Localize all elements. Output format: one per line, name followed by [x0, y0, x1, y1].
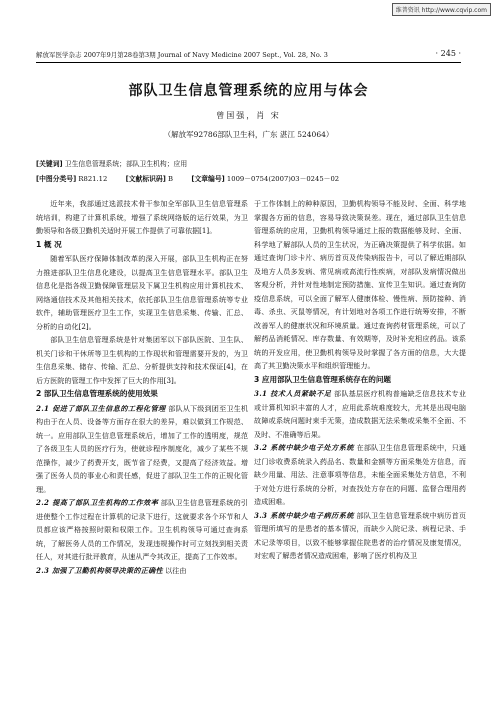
- section-1-heading: 1 概 况: [36, 239, 62, 249]
- watermark-stamp: 维普资讯 http://www.cqvip.com: [392, 3, 491, 16]
- article-no-value: 1009－0754(2007)03－0245－02: [226, 175, 340, 183]
- authors: 曾国强，肖 宋: [216, 111, 281, 120]
- keywords-line: [36, 158, 461, 168]
- subsection-2-1-text: 部队从下级到团至卫生机构由于在人员、设备等方面存在很大的差异，难以做到工作规范、统一。应用部队卫生信息管理系统后，增加了工作的透明度，规范了各级卫生人员的医疗行为，使就诊程序制度化，减少了某些不规范操作，减少了药费开支，既节省了经费，又提高了经济效益。增强了医务人员的事业心和责任感，促进了部队卫生工作的正规化管理。: [36, 403, 248, 494]
- subsection-3-3-text: 部队卫生信息管理系统中病历首页管理所填写的是患者的基本情况，而缺少入院记录、病程记录、手术记录等项目，以致不能够掌握住院患者的治疗情况及康复情况，对宏观了解患者情况造成困难，影响了医疗机构及卫: [254, 510, 466, 560]
- subsection-3-1: [254, 387, 466, 441]
- subsection-3-2-text: 在部队卫生信息管理系统中，只通过门诊收费系统录入药品名、数量和金额等方面采集处方信息，而缺少用量、用法、注意事项等信息，未能全面采集处方信息，不利于对处方进行系统的分析，对查找处方存在的问题、监督合理用药造成困难。: [254, 443, 466, 506]
- subsection-3-1-heading: 3.1 技术人员紧缺不足: [254, 389, 332, 398]
- subsection-2-2: [36, 496, 248, 564]
- subsection-2-1: [36, 402, 248, 497]
- doc-code-label: [文献标识码]: [125, 175, 166, 183]
- left-column: [36, 197, 248, 577]
- right-column: [254, 197, 466, 563]
- section-2-heading: 2 部队卫生信息管理系统的使用效果: [36, 389, 158, 398]
- article-no-label: [文章编号]: [191, 175, 225, 183]
- subsection-3-3-heading: 3.3 系统中缺少电子病历系统: [254, 510, 355, 520]
- section-1-paragraph-1: 随着军队医疗保障体制改革的深入开展，部队卫生机构正在努力推进部队卫生信息化建设，以提高卫生信息管理水平。部队卫生信息化是指各级卫勤保障管理层及下属卫生机构应用计算机技术、网络通信技术及其他相关技术，依托部队卫生信息管理系统等专业软件，辅助管理医疗卫生工作，实现卫生信息采集、传输、汇总、分析的自动化[2]。: [36, 254, 248, 331]
- subsection-3-1-text: 部队基层医疗机构普遍缺乏信息技术专业或计算机知识丰富的人才，应用此系统难度较大，尤其是出现电脑故障或系统问题时束手无策，造成数据无法采集或采集不全面、不及时、不准确等后果。: [254, 389, 466, 439]
- journal-info: 解放军医学杂志 2007年9月第28卷第3期 Journal of Navy Medicine 2007 Sept., Vol. 28, No. 3: [36, 51, 328, 59]
- cls-value: R821.12: [78, 175, 108, 183]
- page-number: · 245 ·: [435, 49, 461, 58]
- keywords-text: 卫生信息管理系统；部队卫生机构；应用: [64, 160, 188, 168]
- subsection-2-2-heading: 2.2 提高了部队卫生机构的工作效率: [36, 498, 159, 507]
- subsection-3-2: [254, 441, 466, 509]
- header-rule: [36, 62, 461, 63]
- subsection-2-3-heading: 2.3 加强了卫勤机构领导决策的正确性: [36, 565, 163, 575]
- cls-label: [中图分类号]: [36, 175, 77, 183]
- intro-paragraph: 近年来，我部通过选派技术骨干参加全军部队卫生信息管理系统培训，构建了计算机系统，增强了系统网络版的运行效果，为卫勤领导和各级卫勤机关适时开展工作提供了可靠依据[1]。: [36, 199, 248, 235]
- section-1-paragraph-2: 部队卫生信息管理系统是针对集团军以下部队医院、卫生队、机关门诊和干休所等卫生机构的工作现状和管理需要开发的，为卫生信息采集、储存、传输、汇总、分析提供支持和技术保证[4]，在后方医院的管理工作中发挥了巨大的作用[3]。: [36, 335, 248, 385]
- subsection-3-3: [254, 509, 466, 563]
- subsection-3-2-heading: 3.2 系统中缺少电子处方系统: [254, 443, 355, 452]
- subsection-2-2-text: 部队卫生信息管理系统的引进使整个工作过程在计算机的记录下进行，这就要求各个环节和人员都应该严格按照时限和权限工作。卫生机构领导可通过查询系统，了解医务人员的工作情况，发现违规操作时可立刻找到相关责任人，对其进行批评教育，从速从严令其改正，提高了工作效率。: [36, 498, 248, 561]
- article-title: 部队卫生信息管理系统的应用与体会: [128, 83, 369, 99]
- doc-code-value: B: [168, 175, 173, 183]
- running-head: [36, 50, 461, 59]
- keywords-label: [关键词]: [36, 160, 63, 168]
- classification-line: [36, 173, 461, 183]
- continued-paragraph: 于工作体制上的种种原因，卫勤机构领导不能及时、全面、科学地掌握各方面的信息，容易导致决策误差。现在，通过部队卫生信息管理系统的应用，卫勤机构领导通过上报的数据能够及时、全面、科学地了解部队人员的卫生状况，为正确决策提供了科学依据。如通过查询门诊卡片、病历首页及传染病报告卡，可以了解近期部队及地方人员多发病、常见病或高流行性疾病，对部队发病情况做出客观分析，并针对性地制定预防措施、宣传卫生知识。通过查询防疫信息系统，可以全面了解军人健康体检、慢性病、预防接种、消毒、杀虫、灭鼠等情况，有计划地对各项工作进行统筹安排，不断改善军人的健康状况和环境质量。通过查询药材管理系统，可以了解药品消耗情况、库存数量、有效期等，及时补充相应药品。该系统的开发应用，使卫勤机构领导及时掌握了各方面的信息，大大提高了其卫勤决策水平和组织管理能力。: [254, 199, 466, 370]
- subsection-2-1-heading: 2.1 促进了部队卫生信息的工程化管理: [36, 403, 166, 413]
- affiliation: （解放军92786部队卫生科，广东 湛江 524064）: [163, 130, 334, 139]
- section-3-heading: 3 应用部队卫生信息管理系统存在的问题: [254, 374, 392, 384]
- subsection-2-3: [36, 564, 248, 578]
- subsection-2-3-text: 以往由: [165, 565, 187, 575]
